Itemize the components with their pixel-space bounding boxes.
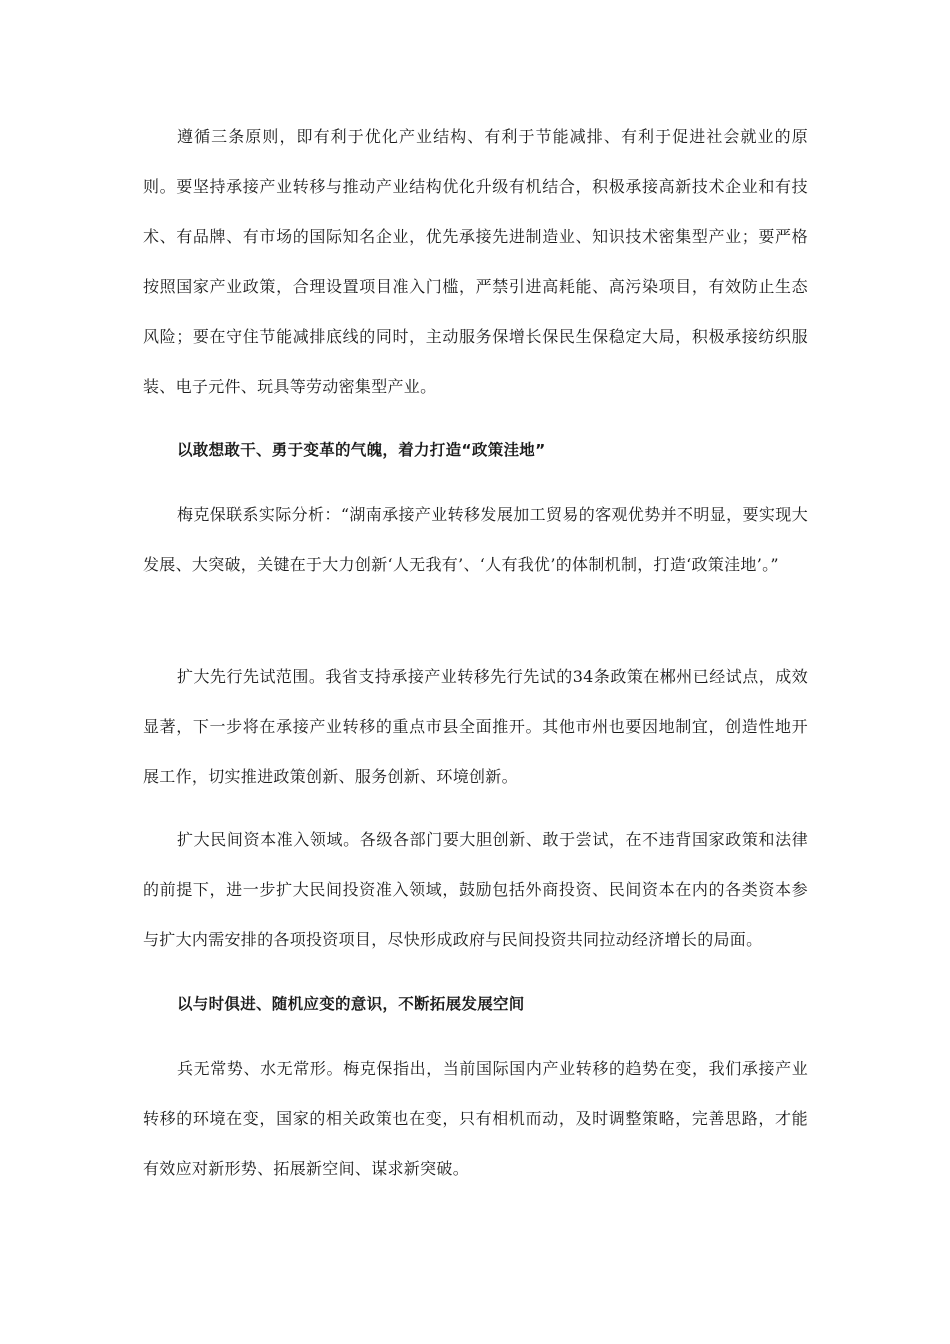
paragraph-pilot-scope: 扩大先行先试范围。我省支持承接产业转移先行先试的34条政策在郴州已经试点，成效显著，下一步将在承接产业转移的重点市县全面推开。其他市州也要因地制宜，创造性地开展工作，切实推进政策创新、服务创新、环境创新。	[143, 667, 808, 786]
section-heading-policy: 以敢想敢干、勇于变革的气魄，着力打造“政策洼地”	[177, 441, 546, 459]
section-heading-space: 以与时俱进、随机应变的意识，不断拓展发展空间	[177, 995, 525, 1013]
paragraph-principles: 遵循三条原则，即有利于优化产业结构、有利于节能减排、有利于促进社会就业的原则。要坚持承接产业转移与推动产业结构优化升级有机结合，积极承接高新技术企业和有技术、有品牌、有市场的国际知名企业，优先承接先进制造业、知识技术密集型产业；要严格按照国家产业政策，合理设置项目准入门槛，严禁引进高耗能、高污染项目，有效防止生态风险；要在守住节能减排底线的同时，主动服务保增长保民生保稳定大局，积极承接纺织服装、电子元件、玩具等劳动密集型产业。	[143, 127, 808, 396]
document-page	[143, 0, 808, 1344]
paragraph-analysis: 梅克保联系实际分析：“湖南承接产业转移发展加工贸易的客观优势并不明显，要实现大发展、大突破，关键在于大力创新‘人无我有’、‘人有我优’的体制机制，打造‘政策洼地’。”	[143, 505, 808, 574]
paragraph-adaptation: 兵无常势、水无常形。梅克保指出，当前国际国内产业转移的趋势在变，我们承接产业转移的环境在变，国家的相关政策也在变，只有相机而动，及时调整策略，完善思路，才能有效应对新形势、拓展新空间、谋求新突破。	[143, 1059, 808, 1178]
paragraph-private-capital: 扩大民间资本准入领域。各级各部门要大胆创新、敢于尝试，在不违背国家政策和法律的前提下，进一步扩大民间投资准入领域，鼓励包括外商投资、民间资本在内的各类资本参与扩大内需安排的各项投资项目，尽快形成政府与民间投资共同拉动经济增长的局面。	[143, 830, 808, 949]
